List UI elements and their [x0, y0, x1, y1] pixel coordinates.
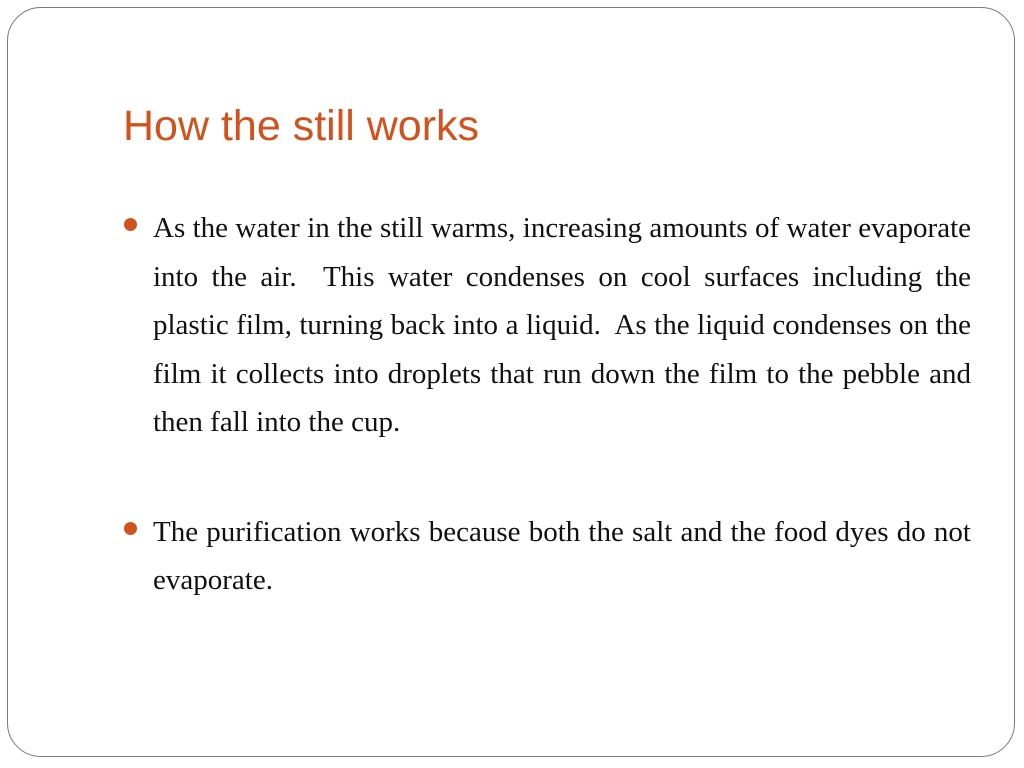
bullet-dot-icon [124, 218, 137, 231]
bullet-item [123, 508, 979, 605]
bullet-text: The purification works because both the salt and the food dyes do not evaporate. [153, 515, 979, 596]
bullet-dot-icon [124, 522, 137, 535]
slide-frame [7, 7, 1015, 757]
bullet-text: As the water in the still warms, increasing amounts of water evaporate into the air. This water condenses on cool surfaces including the plastic film, turning back into a liquid. As the liquid condenses on the film it collects into droplets that run down the film to the pebble and then fall into the cup. [153, 212, 979, 438]
bullet-item [123, 204, 979, 447]
slide-title: How the still works [123, 102, 480, 150]
bullet-list [123, 204, 979, 666]
